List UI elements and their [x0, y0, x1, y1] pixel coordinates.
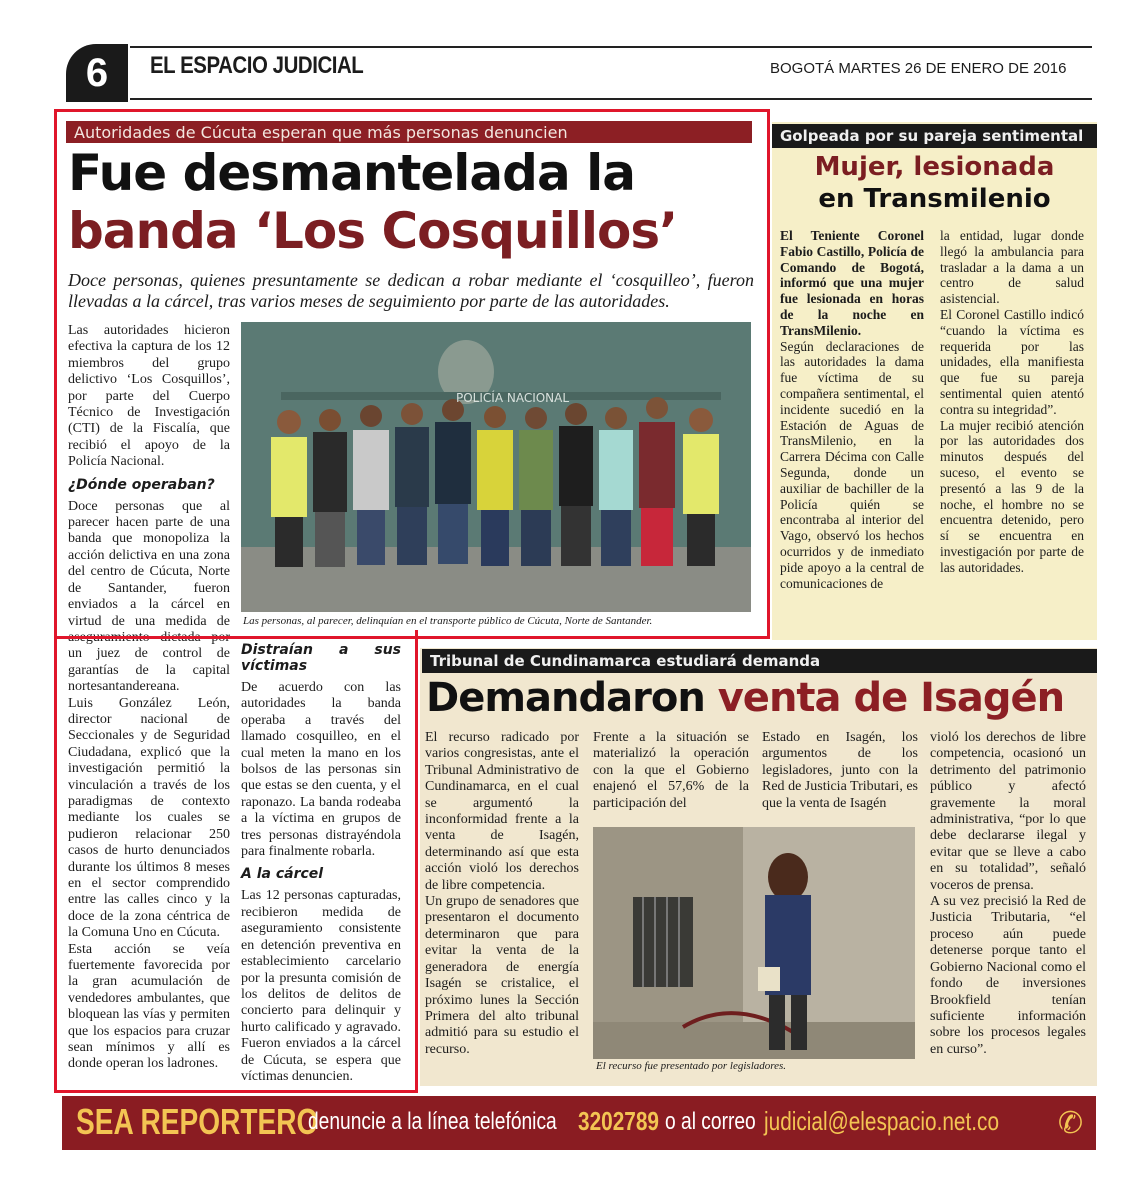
banner-title: SEA REPORTERO [76, 1101, 319, 1142]
isagen-col4-paragraph: violó los derechos de libre competencia, ocasionó un detrimento del patrimonio público y afectó gravemente la moral administrativa, “por lo que debe declararse ilegal y evitar que se lleve a cabo en su totalidad”, señaló voceros de prensa. [930, 730, 1086, 893]
banner-phone: 3202789 [578, 1106, 659, 1136]
side-kicker: Golpeada por su pareja sentimental [772, 124, 1097, 148]
isagen-col1-paragraph: El recurso radicado por varios congresistas, ante el Tribunal Administrativo de Cundinamarca, en el cual se argumentó la inconformidad frente a la venta de Isagén, determinando así que esta acción violó los derechos de libre competencia. [425, 730, 579, 893]
main-col1-subhead: ¿Dónde operaban? [68, 476, 215, 493]
main-column-1 [68, 323, 230, 1073]
section-name: EL ESPACIO JUDICIAL [150, 52, 364, 79]
side-col2-paragraph: El Coronel Castillo indicó “cuando la víctima es requerida por las unidades, ella manifiesta que fue su pareja sentimental quien atentó contra su integridad”. [940, 306, 1084, 417]
header-top-rule [130, 46, 1092, 48]
main-photo-caption: Las personas, al parecer, delinquían en el transporte público de Cúcuta, Norte de Santander. [243, 615, 653, 627]
header-bottom-rule [130, 98, 1092, 100]
side-column-1 [780, 228, 924, 591]
banner-text-2: o al correo [665, 1108, 756, 1135]
phone-icon: ✆ [1058, 1106, 1084, 1141]
isagen-photo [593, 827, 915, 1059]
side-col2-paragraph: la entidad, lugar donde llegó la ambulancia para trasladar a la dama a un centro de salud asistencial. [940, 228, 1084, 307]
isagen-column-3: Estado en Isagén, los argumentos de los legisladores, junto con la Red de Justicia Tributari, es que la venta de Isagén [762, 730, 918, 811]
main-lead: Doce personas, quienes presuntamente se dedican a robar mediante el ‘cosquilleo’, fueron llevadas a la cárcel, tras varios meses de seguimiento por parte de las autoridades. [68, 270, 754, 311]
isagen-col4-paragraph: A su vez precisió la Red de Justicia Tributaria, “el proceso aún puede detenerse porque tanto el Gobierno Nacional como el fondo de inversiones Brookfield tenían suficiente información sobre los procesos legales en curso”. [930, 894, 1086, 1057]
side-col1-paragraph: El Teniente Coronel Fabio Castillo, Policía de Comando de Bogotá, informó que una mujer fue lesionada en horas de la noche en TransMilenio. [780, 228, 924, 338]
isagen-column-2: Frente a la situación se materializó la operación con la que el Gobierno enajenó el 57,6% de la participación del [593, 730, 749, 811]
banner-text-1: denuncie a la línea telefónica [308, 1108, 557, 1135]
main-col1-paragraph: Las autoridades hicieron efectiva la captura de los 12 miembros del grupo delictivo ‘Los Cosquillos’, por parte del Cuerpo Técnico de Investigación (CTI) de la Fiscalía, que recibió el apoyo de la Policía Nacional. [68, 323, 230, 470]
isagen-column-4 [930, 730, 1086, 1058]
photo-banner-text: POLICÍA NACIONAL [456, 391, 570, 405]
side-col1-paragraph: Según declaraciones de las autoridades la dama fue víctima de su compañera sentimental, el incidente sucedió en la Estación de Aguas de TransMilenio, en la Carrera Décima con Calle Segunda, donde un auxiliar de bachiller de la Policía quién se encontraba al interior del Vago, observó los hechos ocurridos y de inmediato pide apoyo a la central de comunicaciones de [780, 338, 924, 591]
main-kicker: Autoridades de Cúcuta esperan que más personas denuncien [66, 121, 752, 143]
main-col2-paragraph: De acuerdo con las autoridades la banda operaba a través del llamado cosquilleo, en el cual meten la mano en los bolsos de las personas sin que estas se den cuenta, y el raponazo. La banda rodeaba a la víctima en grupos de tres personas distrayéndola para finalmente robarla. [241, 680, 401, 860]
isagen-photo-caption: El recurso fue presentado por legisladores. [596, 1060, 787, 1072]
arrest-photo [241, 322, 751, 612]
isagen-column-1 [425, 730, 579, 1058]
side-column-2 [940, 228, 1084, 576]
issue-date: BOGOTÁ MARTES 26 DE ENERO DE 2016 [770, 60, 1067, 77]
main-col2-subhead: A la cárcel [241, 866, 324, 883]
isagen-kicker: Tribunal de Cundinamarca estudiará demanda [422, 649, 1097, 673]
main-col1-paragraph: Luis González León, director nacional de Seccionales y de Seguridad Ciudadana, explicó que la investigación permitió la vinculación a través de los paradigmas de contexto mediante los cuales se pudieron relacionar 250 casos de hurto denunciados durante los últimos 8 meses en el sector comprendido entre las calles cinco y la doce de la zona céntrica de la Comuna Uno en Cúcuta. [68, 695, 230, 941]
main-col1-paragraph: Esta acción se veía fuertemente favorecida por la gran acumulación de vendedores ambulantes, que bloquean las vías y permiten que los espacios para cruzar sean mínimos y allí es donde operan los ladrones. [68, 941, 230, 1072]
page-number: 6 [66, 44, 128, 102]
isagen-headline-part2: venta de Isagén [717, 675, 1065, 721]
main-col1-paragraph: Doce personas que al parecer hacen parte de una banda que monopoliza la acción delictiva en una zona del centro de Cúcuta, Norte de Santander, fueron enviados a la cárcel en virtud de una medida de aseguramiento dictada por un juez de control de garantías de la capital nortesantandereana. [68, 498, 230, 695]
isagen-headline-part1: Demandaron [426, 675, 705, 721]
banner-email: judicial@elespacio.net.co [764, 1106, 1000, 1136]
isagen-headline [426, 675, 1065, 721]
main-headline-line2: banda ‘Los Cosquillos’ [68, 202, 678, 260]
side-headline-line1: Mujer, lesionada [814, 152, 1055, 182]
isagen-photo-illustration [593, 827, 915, 1059]
main-headline-line1: Fue desmantelada la [68, 144, 635, 202]
arrest-photo-illustration [241, 322, 751, 612]
side-headline-line2: en Transmilenio [818, 184, 1051, 214]
main-column-2 [241, 642, 401, 1085]
side-col2-paragraph: La mujer recibió atención por las autoridades dos minutos después del suceso, el evento se presentó a las 9 de la noche, el hombre no se encuentra detenido, pero sí se encuentra en investigación por parte de las autoridades. [940, 417, 1084, 575]
main-col2-subhead: Distraían a sus víctimas [241, 642, 401, 674]
main-col2-paragraph: Las 12 personas capturadas, recibieron medida de aseguramiento consistente en detención preventiva en establecimiento carcelario por la presunta comisión de los delitos de delitos de concierto para delinquir y hurto calificado y agravado. Fueron enviados a la cárcel de Cúcuta, se espera que víctimas denuncien. [241, 888, 401, 1084]
isagen-col1-paragraph: Un grupo de senadores que presentaron el documento determinaron que para evitar la venta de la generadora de energía Isagén se cristalice, el próximo lunes la Sección Primera del alto tribunal admitió para su estudio el recurso. [425, 894, 579, 1057]
